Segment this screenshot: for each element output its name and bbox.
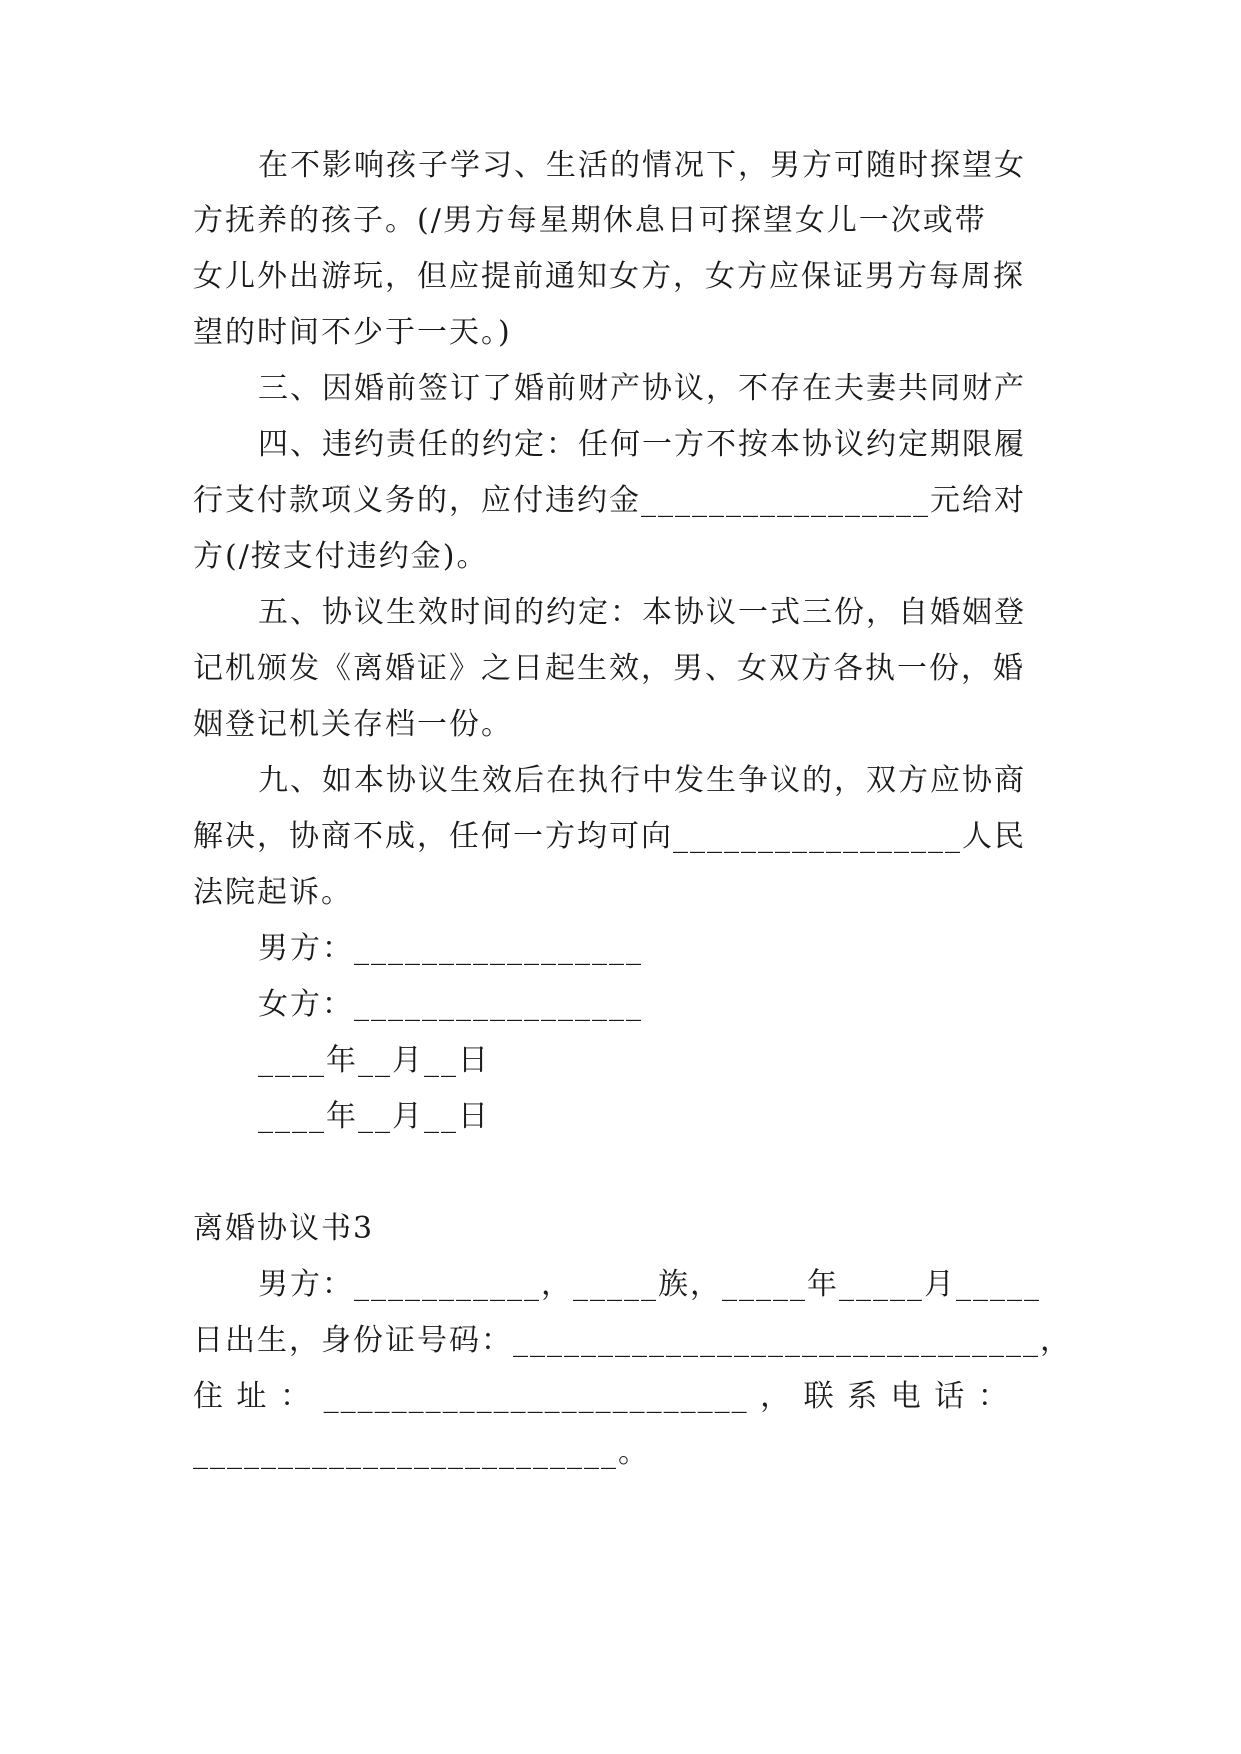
text-line: 男方：___________，_____族，_____年_____月_____ xyxy=(258,1267,1041,1302)
text-line: 五、协议生效时间的约定：本协议一式三份，自婚姻登 xyxy=(258,595,1026,630)
text-line: 在不影响孩子学习、生活的情况下，男方可随时探望女 xyxy=(258,148,1026,183)
text-line: 记机颁发《离婚证》之日起生效，男、女双方各执一份，婚 xyxy=(193,651,1025,686)
male-signature-line: 男方：_________________ xyxy=(258,931,643,966)
date-line: ____年__月__日 xyxy=(258,1043,490,1078)
text-line: 三、因婚前签订了婚前财产协议，不存在夫妻共同财产 xyxy=(258,371,1026,406)
text-line: 方抚养的孩子。(/男方每星期休息日可探望女儿一次或带 xyxy=(193,203,987,238)
text-line: 日出生，身份证号码：_______________________________， xyxy=(193,1323,1072,1358)
date-line: ____年__月__日 xyxy=(258,1099,490,1134)
text-line: 九、如本协议生效后在执行中发生争议的，双方应协商 xyxy=(258,763,1026,798)
text-line: 望的时间不少于一天。) xyxy=(193,315,512,350)
text-line: 解决，协商不成，任何一方均可向_________________人民 xyxy=(193,819,1026,854)
text-line: 行支付款项义务的，应付违约金_________________元给对 xyxy=(193,483,1026,518)
section-title: 离婚协议书3 xyxy=(193,1211,375,1246)
text-line: 方(/按支付违约金)。 xyxy=(193,539,489,574)
text-line: 女儿外出游玩，但应提前通知女方，女方应保证男方每周探 xyxy=(193,259,1025,294)
text-line: 四、违约责任的约定：任何一方不按本协议约定期限履 xyxy=(258,427,1026,462)
text-line: _________________________。 xyxy=(193,1435,650,1470)
text-line: 住 址 ： _________________________ ， 联 系 电 话 ： xyxy=(193,1379,1010,1414)
text-line: 法院起诉。 xyxy=(193,875,353,910)
female-signature-line: 女方：_________________ xyxy=(258,987,643,1022)
text-line: 姻登记机关存档一份。 xyxy=(193,707,513,742)
